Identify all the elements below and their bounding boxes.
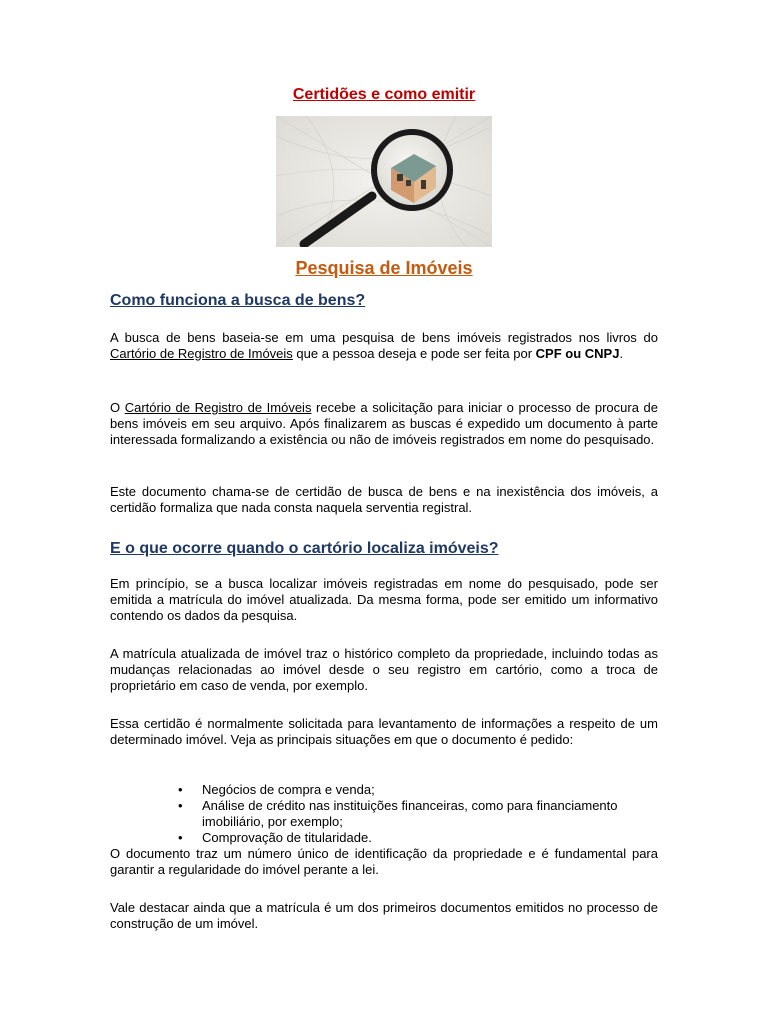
cartorio-link[interactable]: Cartório de Registro de Imóveis — [110, 346, 293, 361]
page-subtitle: Pesquisa de Imóveis — [295, 258, 473, 278]
paragraph: Vale destacar ainda que a matrícula é um dos primeiros documentos emitidos no processo de construção de um imóvel. — [110, 900, 658, 931]
text: A busca de bens baseia-se em uma pesquisa de bens imóveis registrados nos livros do — [110, 330, 658, 345]
paragraph: Este documento chama-se de certidão de busca de bens e na inexistência dos imóveis, a certidão formaliza que nada consta naquela serventia registral. — [110, 484, 658, 515]
text: recebe a solicitação para iniciar o processo de procura de bens imóveis em seu arquivo. Após finalizarem as buscas é expedido um documento à parte interessada formalizando a existência ou não de imóveis registrados em nome do pesquisado. — [110, 400, 658, 447]
paragraph: O documento traz um número único de identificação da propriedade e é fundamental para garantir a regularidade do imóvel perante a lei. — [110, 846, 658, 877]
cartorio-link[interactable]: Cartório de Registro de Imóveis — [124, 400, 312, 415]
paragraph — [110, 330, 658, 362]
list-item — [178, 782, 660, 798]
list-item — [178, 798, 660, 830]
magnifying-glass-house-icon — [276, 116, 492, 247]
bullet-list — [178, 782, 660, 846]
text: que a pessoa deseja e pode ser feita por — [292, 346, 536, 361]
list-item — [178, 830, 660, 846]
list-item-text: Comprovação de titularidade. — [202, 830, 372, 845]
bullet-icon: • — [178, 830, 183, 845]
list-item-text: Análise de crédito nas instituições financeiras, como para financiamento imobiliário, por exemplo; — [202, 798, 618, 829]
section-heading-localiza: E o que ocorre quando o cartório localiza imóveis? — [110, 540, 499, 557]
bullet-icon: • — [178, 782, 183, 797]
paragraph: Essa certidão é normalmente solicitada para levantamento de informações a respeito de um determinado imóvel. Veja as principais situações em que o documento é pedido: — [110, 716, 658, 747]
paragraph: A matrícula atualizada de imóvel traz o histórico completo da propriedade, incluindo todas as mudanças relacionadas ao imóvel desde o seu registro em cartório, como a troca de proprietário em caso de venda, por exemplo. — [110, 646, 658, 693]
text: . — [619, 346, 624, 361]
section-heading-busca: Como funciona a busca de bens? — [110, 292, 366, 309]
paragraph — [110, 400, 658, 448]
text: O — [110, 400, 125, 415]
bold-text: CPF ou CNPJ — [535, 346, 620, 361]
bullet-icon: • — [178, 798, 183, 813]
hero-image — [276, 116, 492, 247]
paragraph: Em princípio, se a busca localizar imóveis registradas em nome do pesquisado, pode ser emitida a matrícula do imóvel atualizada. Da mesma forma, pode ser emitido um informativo contendo os dados da pesquisa. — [110, 576, 658, 623]
page-title: Certidões e como emitir — [292, 86, 476, 103]
list-item-text: Negócios de compra e venda; — [202, 782, 375, 797]
